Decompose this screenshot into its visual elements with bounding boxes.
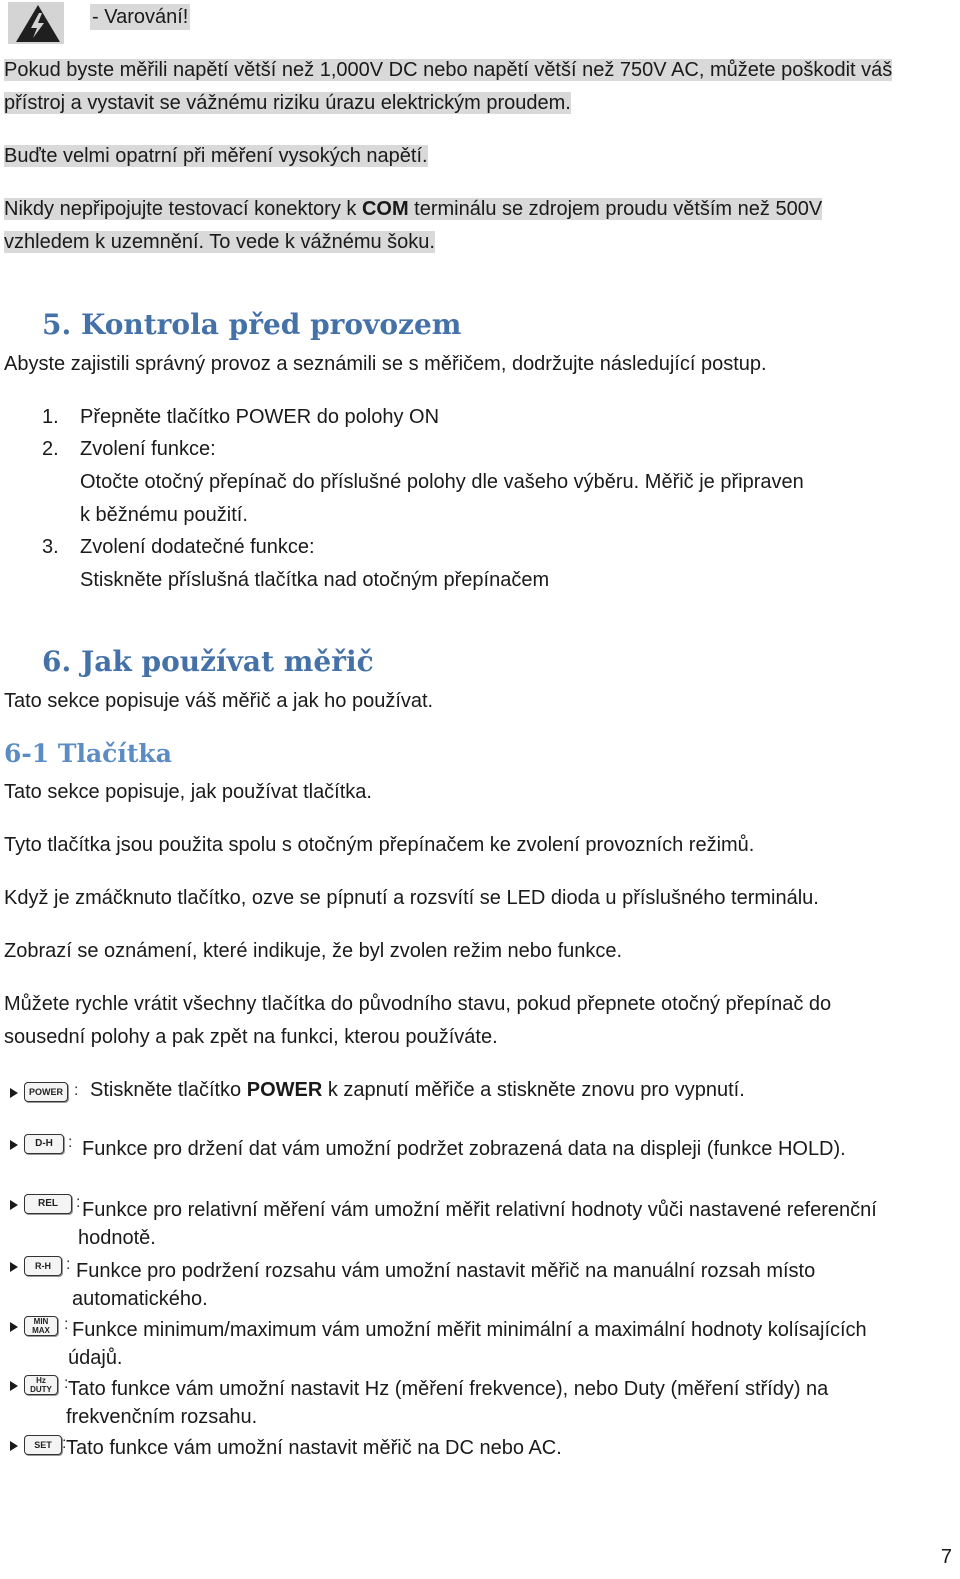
min-max-description: Funkce minimum/maximum vám umožní měřit minimální a maximální hodnoty kolísajících	[72, 1319, 867, 1341]
step-text: Zvolení funkce:	[80, 438, 216, 460]
data-hold-description: Funkce pro držení dat vám umožní podržet zobrazená data na displeji (funkce HOLD).	[82, 1138, 846, 1160]
section-6-heading: 6. Jak používat měřič	[42, 645, 374, 678]
paragraph: Když je zmáčknuto tlačítko, ozve se pípnutí a rozsvítí se LED dioda u příslušného terminálu.	[4, 887, 819, 909]
warning-text: vzhledem k uzemnění. To vede k vážnému šoku.	[4, 231, 435, 253]
paragraph: Tato sekce popisuje, jak používat tlačítka.	[4, 781, 372, 803]
paragraph: Můžete rychle vrátit všechny tlačítka do původního stavu, pokud přepnete otočný přepínač do	[4, 993, 832, 1015]
paragraph: sousední polohy a pak zpět na funkci, kterou používáte.	[4, 1026, 498, 1048]
set-description: Tato funkce vám umožní nastavit měřič na DC nebo AC.	[66, 1437, 562, 1459]
rel-description: Funkce pro relativní měření vám umožní měřit relativní hodnoty vůči nastavené referenční	[82, 1199, 877, 1221]
paragraph: Zobrazí se oznámení, které indikuje, že byl zvolen režim nebo funkce.	[4, 940, 623, 962]
hz-duty-description-cont: frekvenčním rozsahu.	[66, 1406, 258, 1428]
warning-text: terminálu se zdrojem proudu větším než 500V	[408, 198, 823, 220]
step-text: Zvolení dodatečné funkce:	[80, 536, 315, 558]
step-number: 2.	[42, 438, 59, 460]
paragraph: Tyto tlačítka jsou použita spolu s otočným přepínačem ke zvolení provozních režimů.	[4, 834, 755, 856]
hz-duty-description: Tato funkce vám umožní nastavit Hz (měření frekvence), nebo Duty (měření střídy) na	[68, 1378, 829, 1400]
warning-text: Pokud byste měřili napětí větší než 1,000V DC nebo napětí větší než 750V AC, můžete poškodit váš	[4, 59, 893, 81]
warning-text: Buďte velmi opatrní při měření vysokých napětí.	[4, 145, 428, 167]
rel-description-cont: hodnotě.	[78, 1227, 156, 1249]
section-6-intro: Tato sekce popisuje váš měřič a jak ho používat.	[4, 690, 434, 712]
warning-text: přístroj a vystavit se vážnému riziku úrazu elektrickým proudem.	[4, 92, 571, 114]
step-text: Přepněte tlačítko POWER do polohy ON	[80, 406, 440, 428]
power-button-description: Stiskněte tlačítko POWER k zapnutí měřiče a stiskněte znovu pro vypnutí.	[90, 1079, 745, 1101]
section-5-intro: Abyste zajistili správný provoz a seznámili se s měřičem, dodržujte následující postup.	[4, 353, 767, 375]
step-text: k běžnému použití.	[80, 504, 248, 526]
com-terminal-label: COM	[361, 198, 409, 220]
warning-text: Nikdy nepřipojujte testovací konektory k	[4, 198, 362, 220]
section-6-1-heading: 6-1 Tlačítka	[4, 739, 172, 768]
page-number: 7	[940, 1546, 952, 1568]
min-max-description-cont: údajů.	[68, 1347, 123, 1369]
step-number: 3.	[42, 536, 59, 558]
section-5-heading: 5. Kontrola před provozem	[42, 308, 462, 341]
step-number: 1.	[42, 406, 59, 428]
high-voltage-warning-icon	[8, 2, 64, 44]
warning-title: - Varování!	[92, 6, 189, 28]
range-hold-description-cont: automatického.	[72, 1288, 208, 1310]
step-text: Otočte otočný přepínač do příslušné polohy dle vašeho výběru. Měřič je připraven	[80, 471, 804, 493]
step-text: Stiskněte příslušná tlačítka nad otočným přepínačem	[80, 569, 550, 591]
range-hold-description: Funkce pro podržení rozsahu vám umožní nastavit měřič na manuální rozsah místo	[76, 1260, 816, 1282]
